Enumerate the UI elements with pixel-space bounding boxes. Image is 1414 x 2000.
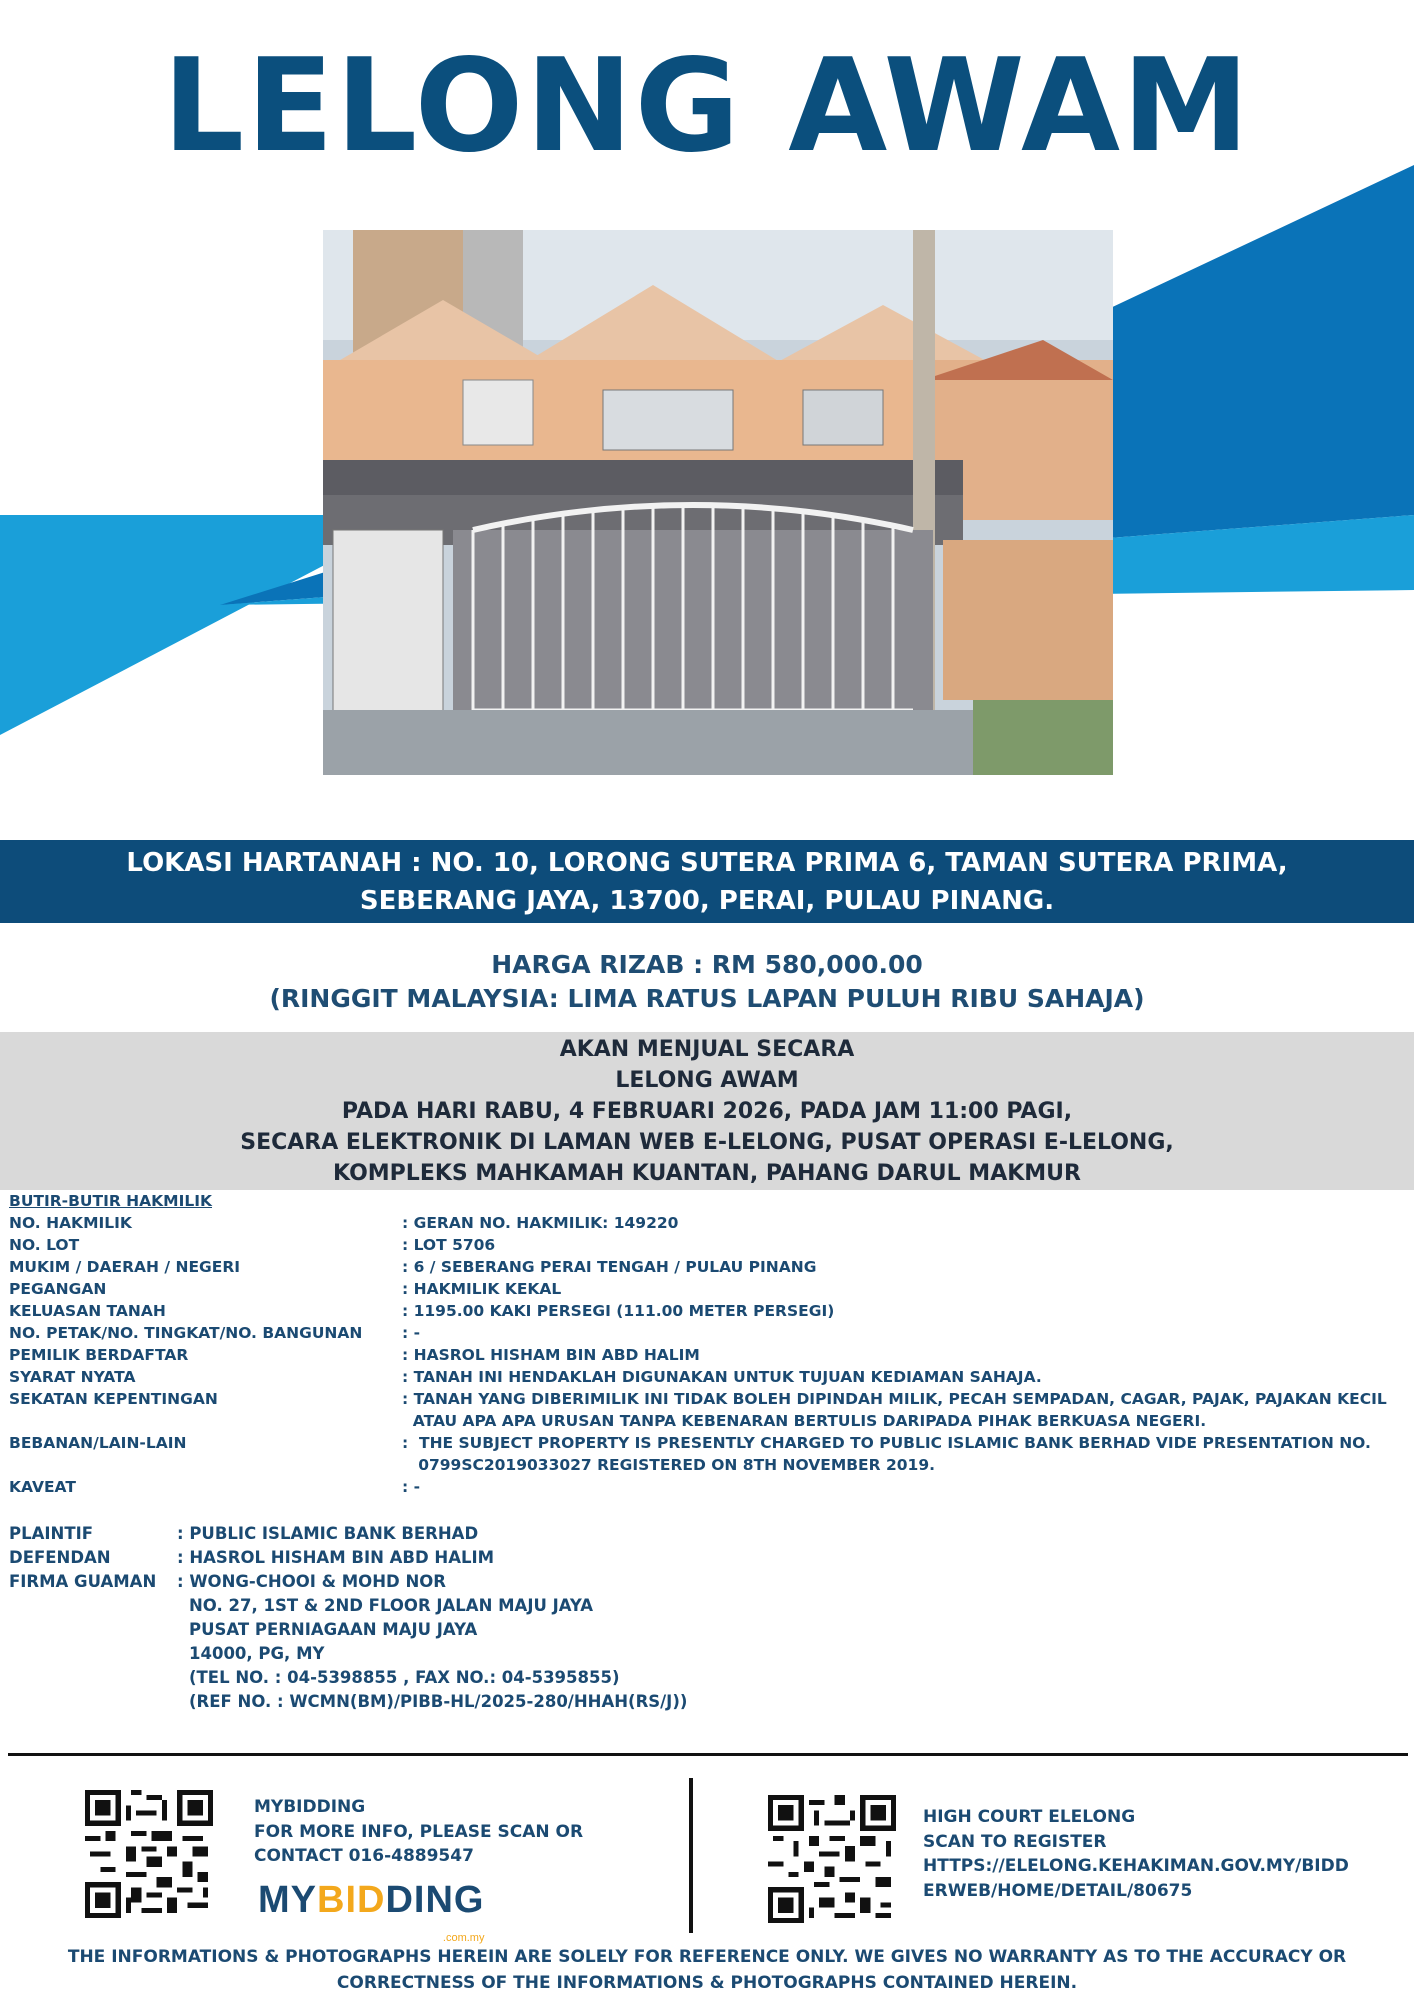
- detail-row: SEKATAN KEPENTINGAN : TANAH YANG DIBERIMILIK INI TIDAK BOLEH DIPINDAH MILIK, PECAH SEMPADAN, CAGAR, PAJAK, PAJAKAN KECIL ATAU APA APA URUSAN TANPA KEBENARAN BERTULIS DARIPADA PIHAK BERKUASA NEGERI.: [9, 1390, 1387, 1430]
- elelong-name: HIGH COURT ELELONG: [923, 1807, 1136, 1827]
- reserve-price-amount: HARGA RIZAB : RM 580,000.00: [491, 950, 923, 979]
- location-line-2: SEBERANG JAYA, 13700, PERAI, PULAU PINANG.: [359, 886, 1055, 916]
- auction-line: SECARA ELEKTRONIK DI LAMAN WEB E-LELONG, PUSAT OPERASI E-LELONG,: [240, 1130, 1174, 1155]
- auction-line: LELONG AWAM: [615, 1068, 799, 1093]
- detail-row: KAVEAT : -: [9, 1478, 421, 1496]
- firma-address-line: NO. 27, 1ST & 2ND FLOOR JALAN MAJU JAYA: [189, 1596, 594, 1615]
- detail-row: NO. PETAK/NO. TINGKAT/NO. BANGUNAN : -: [9, 1324, 421, 1342]
- firma-row: FIRMA GUAMAN : WONG-CHOOI & MOHD NOR: [9, 1572, 446, 1591]
- detail-row: KELUASAN TANAH : 1195.00 KAKI PERSEGI (111.00 METER PERSEGI): [9, 1302, 835, 1320]
- mybidding-contact: CONTACT 016-4889547: [254, 1846, 474, 1866]
- detail-row: SYARAT NYATA : TANAH INI HENDAKLAH DIGUNAKAN UNTUK TUJUAN KEDIAMAN SAHAJA.: [9, 1368, 1042, 1386]
- details-heading: BUTIR-BUTIR HAKMILIK: [9, 1192, 213, 1210]
- detail-row: MUKIM / DAERAH / NEGERI : 6 / SEBERANG PERAI TENGAH / PULAU PINANG: [9, 1258, 817, 1276]
- detail-row: NO. LOT : LOT 5706: [9, 1236, 496, 1254]
- disclaimer-line-1: THE INFORMATIONS & PHOTOGRAPHS HEREIN ARE SOLELY FOR REFERENCE ONLY. WE GIVES NO WARRANTY AS TO THE ACCURACY OR: [67, 1947, 1347, 1967]
- firma-address-line: PUSAT PERNIAGAAN MAJU JAYA: [189, 1620, 478, 1639]
- detail-row: BEBANAN/LAIN-LAIN : THE SUBJECT PROPERTY IS PRESENTLY CHARGED TO PUBLIC ISLAMIC BANK BERHAD VIDE PRESENTATION NO. 0799SC2019033027 REGISTERED ON 8TH NOVEMBER 2019.: [9, 1434, 1371, 1474]
- mybidding-info-line: FOR MORE INFO, PLEASE SCAN OR: [254, 1821, 584, 1842]
- elelong-url[interactable]: HTTPS://ELELONG.KEHAKIMAN.GOV.MY/BIDD: [923, 1856, 1349, 1876]
- elelong-instruction: SCAN TO REGISTER: [923, 1831, 1107, 1852]
- footer-vertical-divider: [689, 1778, 693, 1933]
- mybidding-qr-code-icon[interactable]: [85, 1790, 213, 1918]
- auction-line: AKAN MENJUAL SECARA: [559, 1037, 855, 1062]
- firma-address-line: 14000, PG, MY: [189, 1644, 325, 1663]
- detail-row: NO. HAKMILIK : GERAN NO. HAKMILIK: 149220: [9, 1214, 679, 1232]
- auction-notice-band: [0, 1032, 1414, 1190]
- location-line-1: LOKASI HARTANAH : NO. 10, LORONG SUTERA PRIMA 6, TAMAN SUTERA PRIMA,: [126, 848, 1288, 878]
- parties-section: [9, 1522, 1009, 1714]
- detail-row: PEMILIK BERDAFTAR : HASROL HISHAM BIN ABD HALIM: [9, 1346, 700, 1364]
- firma-ref-line: (REF NO. : WCMN(BM)/PIBB-HL/2025-280/HHAH(RS/J)): [189, 1692, 688, 1711]
- page-title: LELONG AWAM: [162, 32, 1252, 181]
- title-details: [9, 1190, 1409, 1498]
- reserve-price: [0, 948, 1414, 1016]
- detail-row: PEGANGAN : HAKMILIK KEKAL: [9, 1280, 562, 1298]
- property-location-band: [0, 840, 1414, 923]
- mybidding-info: [254, 1795, 583, 1869]
- elelong-url-cont[interactable]: ERWEB/HOME/DETAIL/80675: [923, 1880, 1193, 1901]
- elelong-info: [923, 1805, 1349, 1903]
- disclaimer-line-2: CORRECTNESS OF THE INFORMATIONS & PHOTOGRAPHS CONTAINED HEREIN.: [336, 1973, 1078, 1993]
- reserve-price-words: (RINGGIT MALAYSIA: LIMA RATUS LAPAN PULUH RIBU SAHAJA): [269, 984, 1145, 1013]
- plaintif-row: PLAINTIF : PUBLIC ISLAMIC BANK BERHAD: [9, 1524, 479, 1543]
- auction-date-line: PADA HARI RABU, 4 FEBRUARI 2026, PADA JAM 11:00 PAGI,: [341, 1099, 1073, 1124]
- defendan-row: DEFENDAN : HASROL HISHAM BIN ABD HALIM: [9, 1548, 495, 1567]
- elelong-qr-code-icon[interactable]: [768, 1795, 896, 1923]
- property-photo: [323, 230, 1113, 775]
- footer-divider: [8, 1753, 1408, 1756]
- firma-contact-line: (TEL NO. : 04-5398855 , FAX NO.: 04-5395855): [189, 1668, 620, 1687]
- mybidding-logo: MYBIDDING .com.my: [258, 1879, 485, 1944]
- disclaimer: [0, 1944, 1414, 1996]
- mybidding-name: MYBIDDING: [254, 1797, 366, 1817]
- auction-venue-line: KOMPLEKS MAHKAMAH KUANTAN, PAHANG DARUL MAKMUR: [333, 1161, 1081, 1186]
